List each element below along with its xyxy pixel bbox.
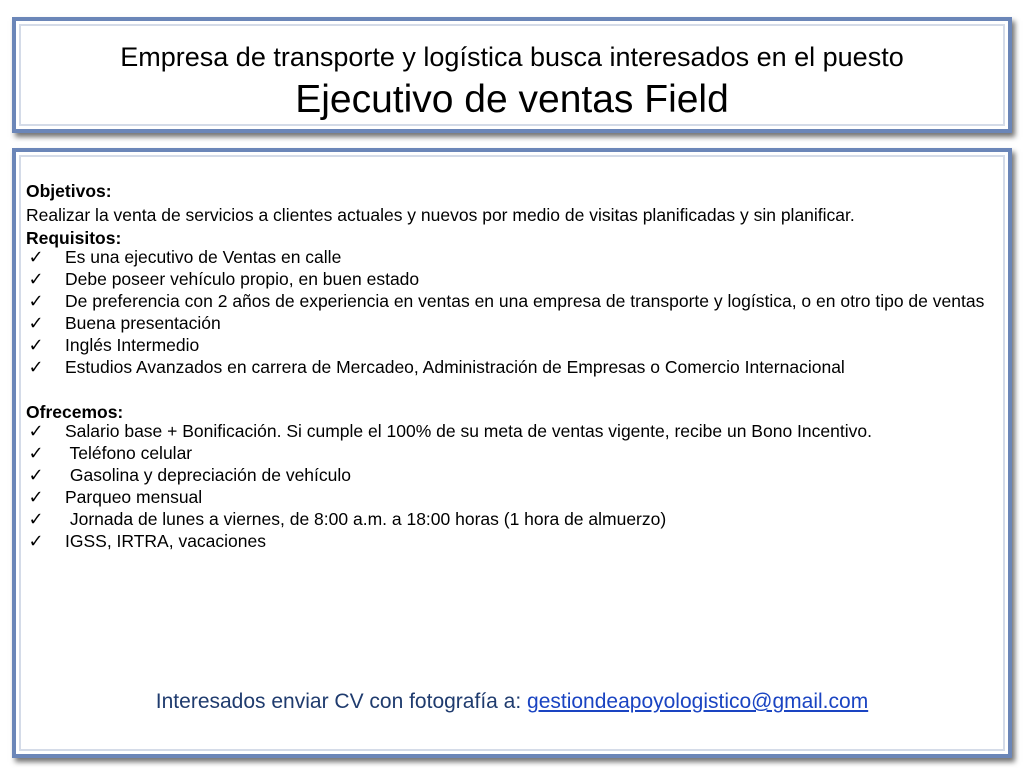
list-item-text: Gasolina y depreciación de vehículo [65, 465, 352, 485]
list-item-text: Inglés Intermedio [65, 335, 200, 355]
requisitos-heading: Requisitos: [26, 228, 122, 248]
checkmark-icon: ✓ [28, 509, 44, 529]
list-item [26, 271, 1001, 288]
checkmark-icon: ✓ [28, 247, 44, 267]
checkmark-icon: ✓ [28, 269, 44, 289]
title-box [12, 17, 1012, 133]
ofrecemos-heading: Ofrecemos: [26, 402, 124, 422]
email-link[interactable]: gestiondeapoyologistico@gmail.com [527, 690, 869, 713]
objetivos-text: Realizar la venta de servicios a clientes actuales y nuevos por medio de visitas planificadas y sin planificar. [26, 205, 855, 225]
checkmark-icon: ✓ [28, 313, 44, 333]
list-item-text: IGSS, IRTRA, vacaciones [65, 531, 267, 551]
checkmark-icon: ✓ [28, 487, 44, 507]
list-item [26, 359, 1001, 376]
list-item [26, 337, 1001, 354]
list-item [26, 293, 1001, 310]
checkmark-icon: ✓ [28, 291, 44, 311]
list-item [26, 467, 1001, 484]
list-item-text: Parqueo mensual [65, 487, 203, 507]
contact-prefix: Interesados enviar CV con fotografía a: [155, 690, 528, 713]
checkmark-icon: ✓ [28, 357, 44, 377]
checkmark-icon: ✓ [28, 443, 44, 463]
list-item [26, 445, 1001, 462]
checkmark-icon: ✓ [28, 335, 44, 355]
list-item [26, 315, 1001, 332]
list-item-text: Salario base + Bonificación. Si cumple el 100% de su meta de ventas vigente, recibe un Bono Incentivo. [65, 421, 872, 441]
list-item [26, 533, 1001, 550]
contact-line [16, 690, 1008, 714]
section-spacer [26, 381, 1001, 401]
list-item-text: Buena presentación [65, 313, 221, 333]
page-title: Ejecutivo de ventas Field [295, 78, 729, 121]
list-item-text: Es una ejecutivo de Ventas en calle [65, 247, 342, 267]
list-item [26, 249, 1001, 266]
checkmark-icon: ✓ [28, 465, 44, 485]
checkmark-icon: ✓ [28, 531, 44, 551]
job-details-content [26, 180, 1001, 555]
list-item-text: Teléfono celular [65, 443, 193, 463]
list-item-text: Debe poseer vehículo propio, en buen estado [65, 269, 420, 289]
list-item-text: Estudios Avanzados en carrera de Mercadeo, Administración de Empresas o Comercio Internacional [65, 357, 845, 377]
job-details-box [12, 148, 1012, 758]
ofrecemos-list [26, 423, 1001, 550]
objetivos-heading: Objetivos: [26, 181, 112, 201]
checkmark-icon: ✓ [28, 421, 44, 441]
requisitos-list [26, 249, 1001, 376]
title-subheading: Empresa de transporte y logística busca interesados en el puesto [120, 42, 904, 72]
list-item-text: Jornada de lunes a viernes, de 8:00 a.m. a 18:00 horas (1 hora de almuerzo) [65, 509, 667, 529]
list-item [26, 423, 1001, 440]
list-item [26, 489, 1001, 506]
list-item-text: De preferencia con 2 años de experiencia en ventas en una empresa de transporte y logística, o en otro tipo de ventas [65, 291, 985, 311]
list-item [26, 511, 1001, 528]
